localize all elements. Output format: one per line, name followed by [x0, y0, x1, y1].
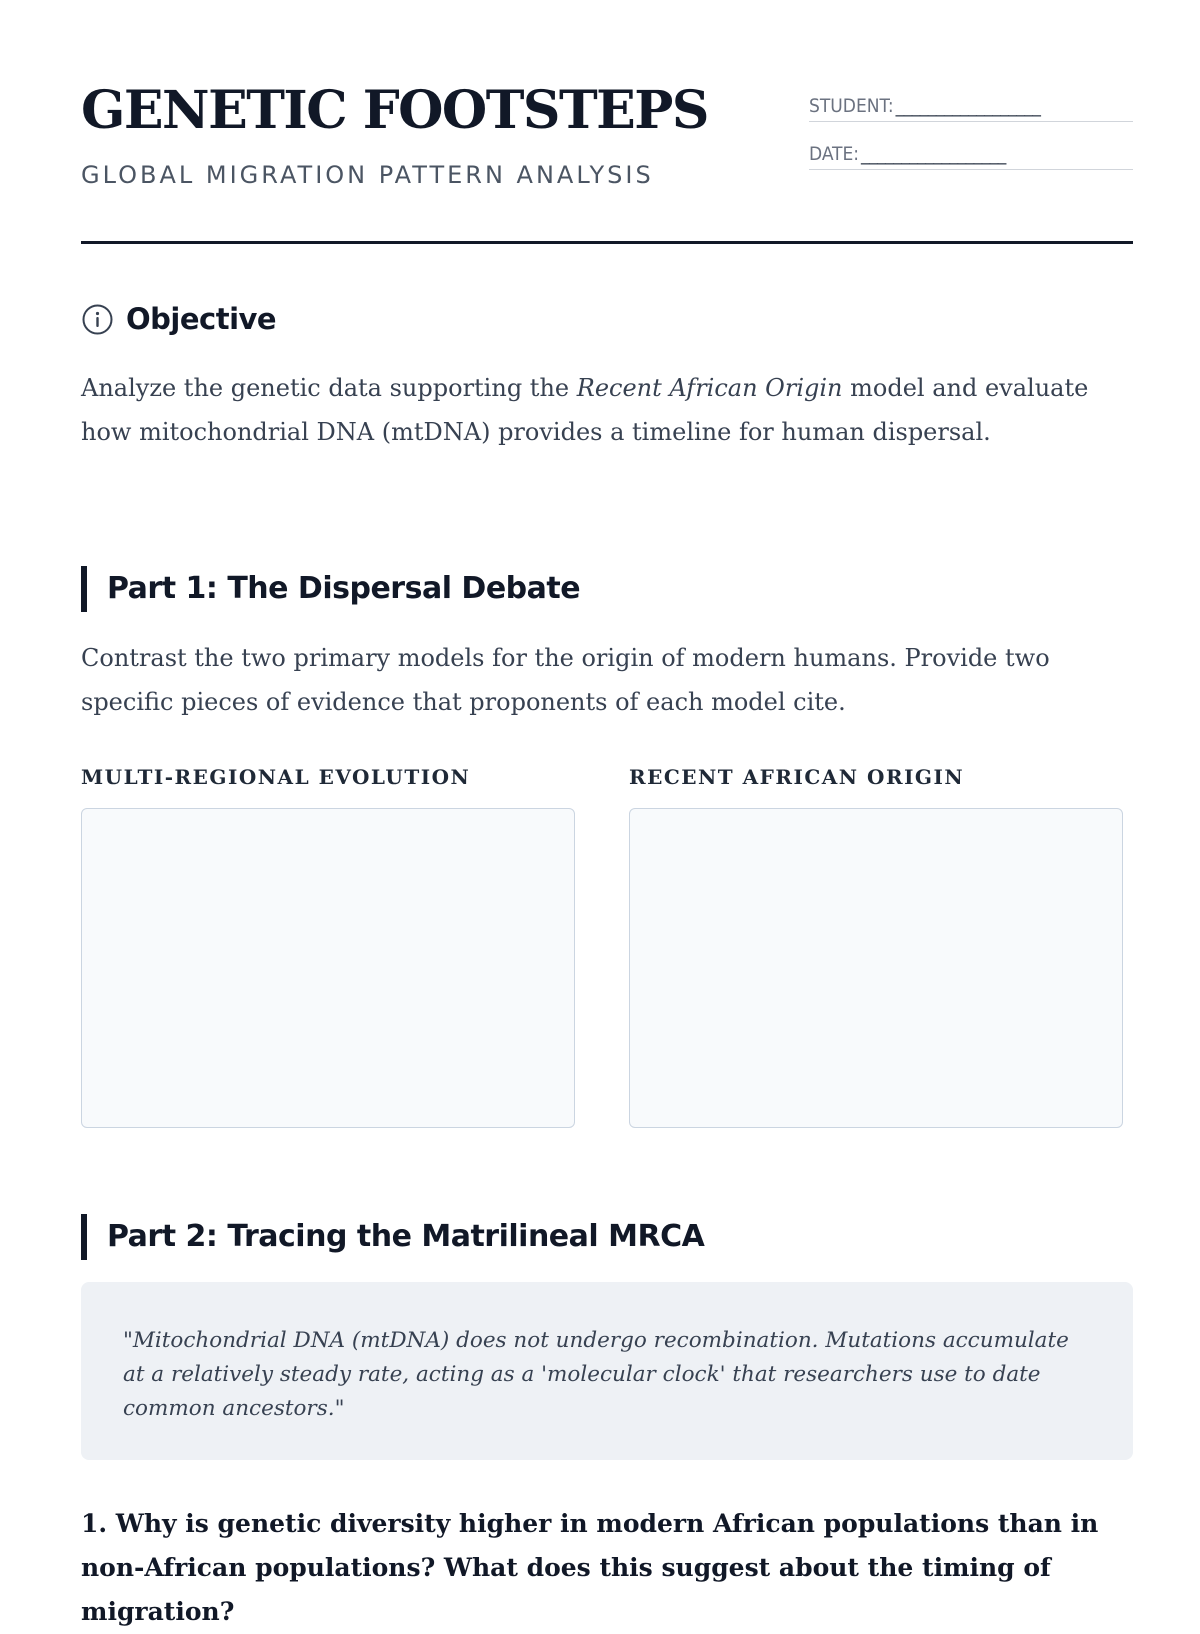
part1-instructions: Contrast the two primary models for the origin of modern humans. Provide two specific pieces of evidence that proponents of each model cite. [81, 644, 1050, 716]
african-origin-answer-box[interactable] [629, 808, 1123, 1128]
worksheet-subtitle: GLOBAL MIGRATION PATTERN ANALYSIS [81, 161, 654, 189]
worksheet-title: GENETIC FOOTSTEPS [81, 80, 708, 141]
worksheet-header [81, 0, 1133, 250]
objective-heading: Objective [126, 302, 277, 336]
question-1: 1. Why is genetic diversity higher in modern African populations than in non-African populations? What does this suggest about the timing of migration? [81, 1509, 1099, 1626]
date-field-blank[interactable]: __________________ [861, 143, 1006, 165]
african-origin-label: RECENT AFRICAN ORIGIN [629, 765, 965, 789]
header-divider [81, 241, 1133, 244]
objective-text-end: model and evaluate how mitochondrial DNA (mtDNA) provides a timeline for human dispersal. [81, 374, 1089, 446]
student-info-fields [809, 80, 1133, 176]
objective-text-start: Analyze the genetic data supporting the [81, 374, 577, 402]
date-field[interactable] [809, 128, 1133, 170]
multiregional-answer-box[interactable] [81, 808, 575, 1128]
objective-heading-row [81, 302, 276, 336]
student-field-blank[interactable]: __________________ [895, 95, 1041, 117]
student-name-field[interactable] [809, 80, 1133, 122]
part1-heading: Part 1: The Dispersal Debate [81, 566, 580, 612]
student-field-label: STUDENT: [809, 95, 894, 117]
date-field-label: DATE: [809, 143, 860, 165]
worksheet-page [81, 0, 1133, 1626]
mtdna-quote: "Mitochondrial DNA (mtDNA) does not undergo recombination. Mutations accumulate at a relatively steady rate, acting as a 'molecular clock' that researchers use to date common ancestors." [81, 1282, 1133, 1460]
objective-text-emphasis: Recent African Origin [576, 374, 843, 402]
multiregional-label: MULTI-REGIONAL EVOLUTION [81, 765, 471, 789]
info-icon [81, 303, 114, 336]
part2-heading: Part 2: Tracing the Matrilineal MRCA [81, 1214, 704, 1260]
objective-text [81, 366, 1133, 454]
